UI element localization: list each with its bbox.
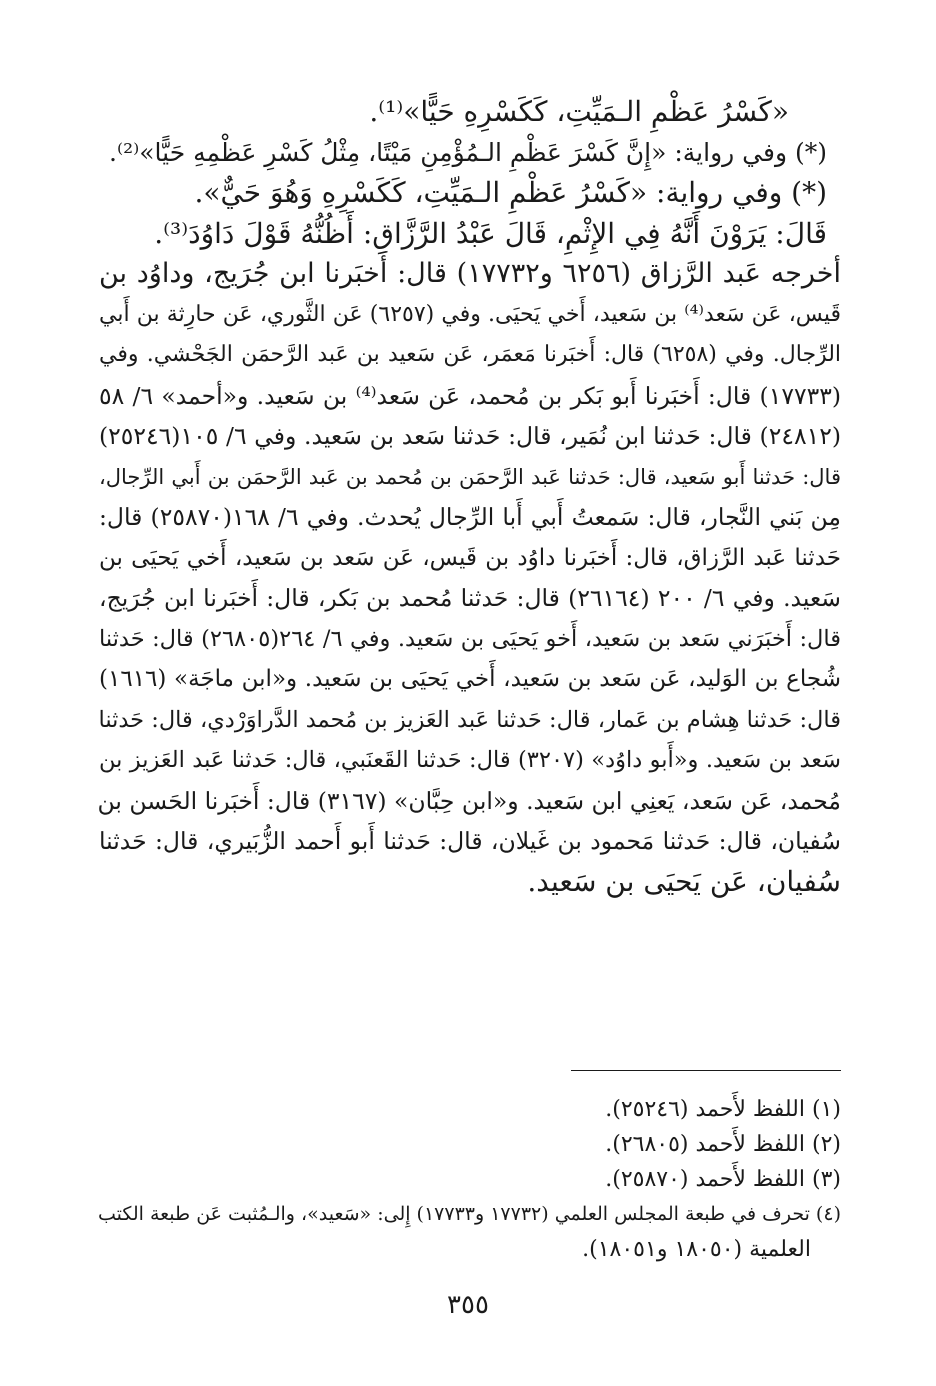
narration-variant-line: (*) وفي رواية: «كَسْرُ عَظْمِ الـمَيِّتِ، كَكَسْرِهِ وَهُوَ حَيٌّ». [194, 176, 827, 209]
footnotes-block [99, 1092, 841, 1267]
main-text-block [99, 92, 841, 902]
takhrij-line: حَدثنا عَبد الرَّزاق، قال: أَخبَرنا داوُد بن قَيس، عَن سَعد بن سَعيد، أَخي يَحيَى بن [99, 544, 841, 571]
footnote-continuation: العلمية (١٨٠٥٠ و١٨٠٥١). [582, 1237, 811, 1262]
takhrij-line: (١٧٧٣٣) قال: أَخبَرنا أَبو بَكر بن مُحمد، عَن سَعد⁽⁴⁾ بن سَعيد. و«أحمد» ٦/ ٥٨ [99, 381, 841, 410]
hadith-text-line: «كَسْرُ عَظْمِ الـمَيِّتِ، كَكَسْرِهِ حَيًّا»⁽¹⁾. [369, 95, 789, 128]
takhrij-line: قَيس، عَن سَعد⁽⁴⁾ بن سَعيد، أَخي يَحيَى. وفي (٦٢٥٧) عَن الثَّوري، عَن حارِثة بن أَبي [99, 301, 842, 327]
takhrij-line: سُفيان، قال: حَدثنا مَحمود بن غَيلان، قال: حَدثنا أَبو أَحمد الزُّبَيري، قال: حَدثنا [99, 827, 841, 855]
takhrij-line: مِن بَني النَّجار، قال: سَمعتُ أَبي أَبا الرِّجال يُحدث. وفي ٦/ ١٦٨(٢٥٨٧٠) قال: [99, 503, 842, 531]
takhrij-line: قال: حَدثنا أَبو سَعيد، قال: حَدثنا عَبد الرَّحمَن بن مُحمد بن عَبد الرَّحمَن بن أَبي الرِّجال، [99, 464, 841, 489]
takhrij-line: سَعيد. وفي ٦/ ٢٠٠ (٢٦١٦٤) قال: حَدثنا مُحمد بن بَكر، قال: أَخبَرنا ابن جُرَيج، [99, 584, 841, 612]
takhrij-line: (٢٤٨١٢) قال: حَدثنا ابن نُمَير، قال: حَدثنا سَعد بن سَعيد. وفي ٦/ ١٠٥(٢٥٢٤٦) [99, 422, 842, 450]
takhrij-line: مُحمد، عَن سَعد، يَعنِي ابن سَعيد. و«ابن حِبَّان» (٣١٦٧) قال: أَخبَرنا الحَسن بن [97, 786, 841, 815]
footnote: (٢) اللفظ لأَحمد (٢٦٨٠٥). [605, 1132, 841, 1157]
page-number: ٣٥٥ [447, 1290, 489, 1320]
takhrij-line: شُجاع بن الوَليد، عَن سَعد بن سَعيد، أَخي يَحيَى بن سَعيد. و«ابن ماجَة» (١٦١٦) [99, 666, 841, 692]
takhrij-line: أخرجه عَبد الرَّزاق (٦٢٥٦ و١٧٧٣٢) قال: أَخبَرنا ابن جُرَيج، وداوُد بن [99, 258, 841, 289]
footnote: (١) اللفظ لأَحمد (٢٥٢٤٦). [605, 1097, 841, 1122]
takhrij-line: قال: حَدثنا هِشام بن عَمار، قال: حَدثنا عَبد العَزيز بن مُحمد الدَّراوَرْدي، قال: حَدثنا [98, 706, 841, 733]
takhrij-line: الرِّجال. وفي (٦٢٥٨) قال: أَخبَرنا مَعمَر، عَن سَعيد بن عَبد الرَّحمَن الجَحْشي. وفي [99, 342, 842, 367]
takhrij-line: سَعد بن سَعيد. و«أَبو داوُد» (٣٢٠٧) قال: حَدثنا القَعنَبي، قال: حَدثنا عَبد العَزيز بن [99, 747, 841, 773]
narration-variant-line: (*) وفي رواية: «إِنَّ كَسْرَ عَظْمِ الـمُؤْمِنِ مَيْتًا، مِثْلُ كَسْرِ عَظْمِهِ حَيًّا»⁽²⁾. [109, 137, 827, 167]
hadith-comment-line: قَالَ: يَرَوْنَ أَنَّهُ فِي الإِثْمِ، قَالَ عَبْدُ الرَّزَّاقِ: أَظُنُّهُ قَوْلَ دَاوُدَ⁽³⁾. [154, 216, 827, 250]
takhrij-line: قال: أَخبَرَني سَعد بن سَعيد، أَخو يَحيَى بن سَعيد. وفي ٦/ ٢٦٤(٢٦٨٠٥) قال: حَدثنا [99, 625, 841, 652]
footnote: (٣) اللفظ لأَحمد (٢٥٨٧٠). [605, 1167, 841, 1192]
footnote-separator [571, 1070, 841, 1071]
takhrij-line: سُفيان، عَن يَحيَى بن سَعيد. [527, 864, 841, 898]
footnote: (٤) تحرف في طبعة المجلس العلمي (١٧٧٣٢ و١٧٧٣٣) إِلى: «سَعيد»، والـمُثبت عَن طبعة الكتب [97, 1203, 841, 1225]
